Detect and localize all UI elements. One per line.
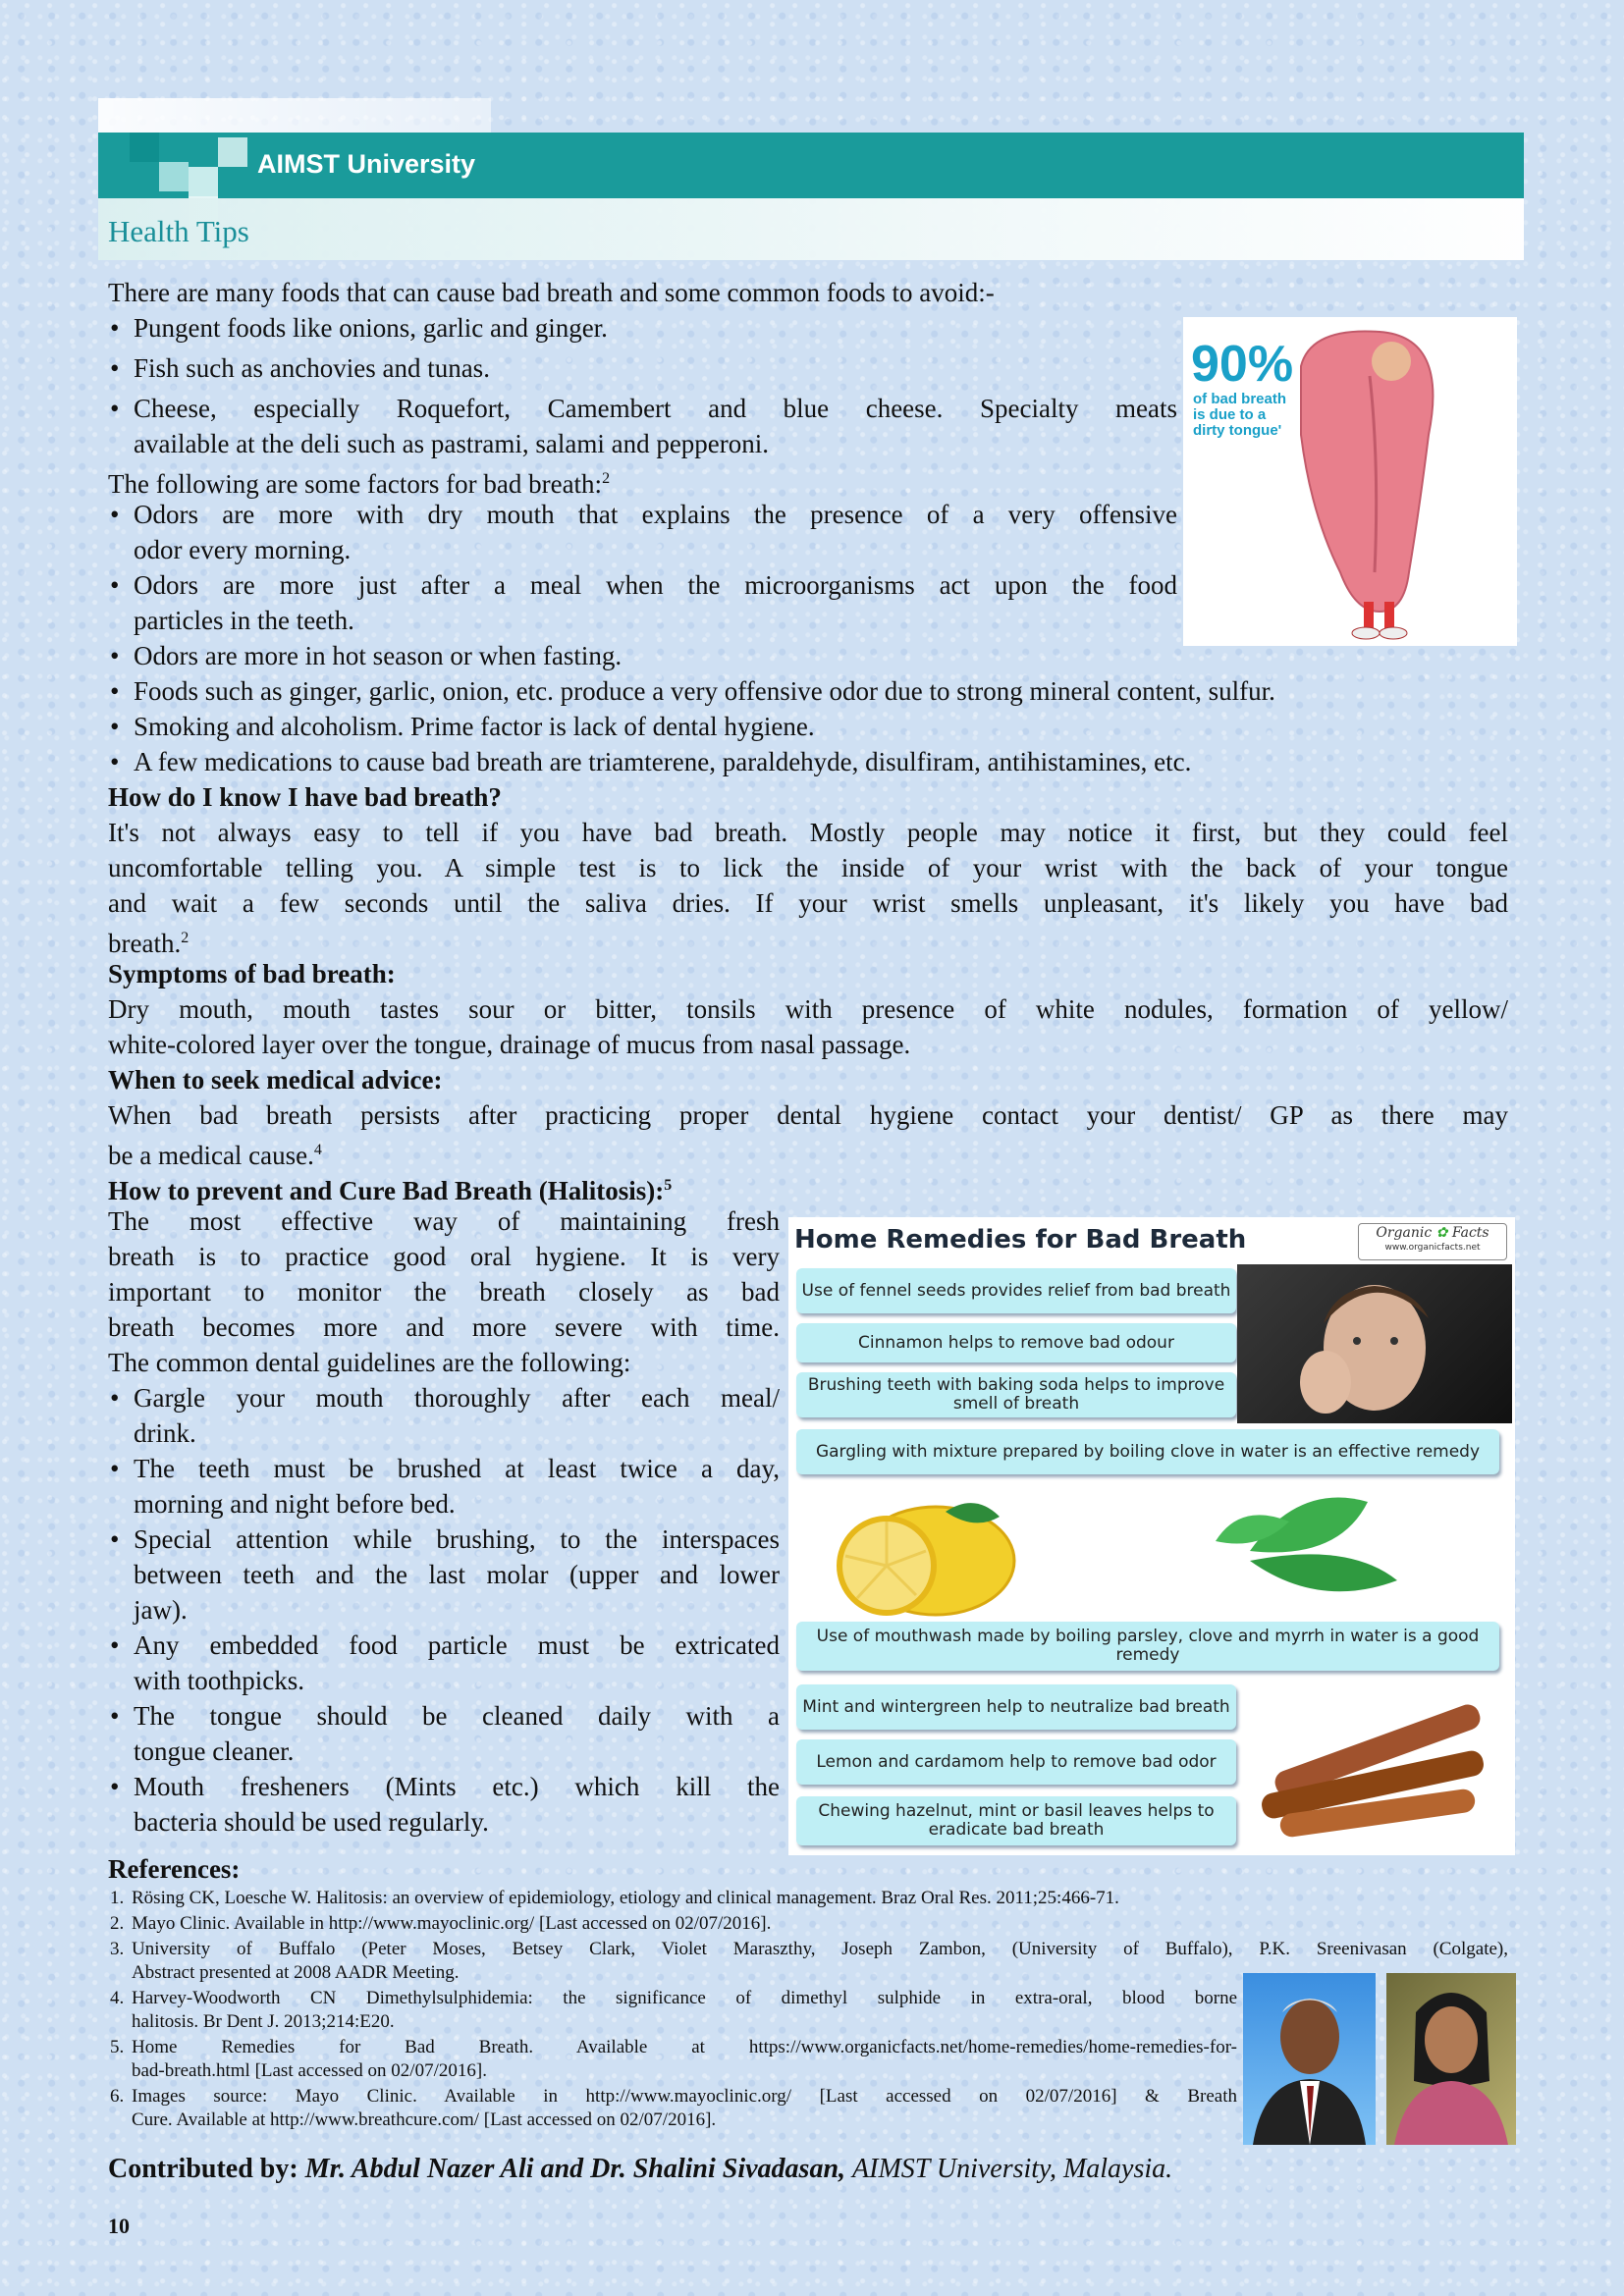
header-square <box>130 133 159 162</box>
reference-item: 2. Mayo Clinic. Available in http://www.mayoclinic.org/ [Last accessed on 02/07/2016]. <box>110 1913 772 1934</box>
food-item-cont: available at the deli such as pastrami, salami and pepperoni. <box>134 429 770 458</box>
factor-item: • A few medications to cause bad breath are triamterene, paraldehyde, disulfiram, antihistamines, etc. <box>134 744 1191 779</box>
factor-item: • Smoking and alcoholism. Prime factor is lack of dental hygiene. <box>134 709 815 744</box>
prevent-text-last: The common dental guidelines are the following: <box>108 1348 631 1377</box>
guideline-item: • Gargle your mouth thoroughly after each meal/ <box>134 1380 780 1415</box>
header-square <box>159 162 189 191</box>
know-text: It's not always easy to tell if you have bad breath. Mostly people may notice it first, but they could feel <box>108 818 1508 847</box>
prevent-heading: How to prevent and Cure Bad Breath (Halitosis):$^5$ <box>108 1176 673 1205</box>
reference-item: 6. Images source: Mayo Clinic. Available in http://www.mayoclinic.org/ [Last accessed on 02/07/2016] & Breath Cure. Available at http://www.breathcure.com/ [Last accessed on 02/07/2016]. <box>110 2086 1237 2130</box>
guideline-item: • The teeth must be brushed at least twice a day, <box>134 1451 780 1486</box>
header-title: AIMST University <box>257 149 476 179</box>
header-fade <box>98 98 491 137</box>
symptoms-text: Dry mouth, mouth tastes sour or bitter, tonsils with presence of white nodules, formation of yellow/ <box>108 994 1508 1024</box>
guideline-item-cont: morning and night before bed. <box>134 1489 456 1519</box>
know-text-last: breath.$^2$ <box>108 929 189 958</box>
man-smelling-breath-photo <box>1237 1264 1512 1423</box>
tongue-caption: of bad breath is due to a dirty tongue' <box>1193 391 1287 439</box>
guideline-item-cont: tongue cleaner. <box>134 1736 295 1766</box>
tongue-costume-icon <box>1183 317 1517 646</box>
remedy-item: Gargling with mixture prepared by boiling clove in water is an effective remedy <box>796 1429 1499 1474</box>
guideline-item: • Mouth fresheners (Mints etc.) which kill the <box>134 1769 780 1804</box>
factors-intro: The following are some factors for bad breath:$^2$ <box>108 469 611 499</box>
header-square <box>218 137 247 167</box>
remedy-item: Use of fennel seeds provides relief from bad breath <box>796 1268 1236 1313</box>
know-heading: How do I know I have bad breath? <box>108 782 502 812</box>
references-heading: References: <box>108 1854 241 1884</box>
intro-text: There are many foods that can cause bad breath and some common foods to avoid:- <box>108 278 995 307</box>
remedy-item: Use of mouthwash made by boiling parsley, clove and myrrh in water is a good remedy <box>796 1622 1499 1671</box>
factor-item: • Odors are more just after a meal when the microorganisms act upon the food <box>134 567 1177 603</box>
advice-text-last: be a medical cause.$^4$ <box>108 1141 322 1170</box>
factor-item-cont: odor every morning. <box>134 535 352 564</box>
guideline-item-cont: with toothpicks. <box>134 1666 304 1695</box>
advice-text: When bad breath persists after practicing proper dental hygiene contact your dentist/ GP as there may <box>108 1100 1508 1130</box>
guideline-item: • The tongue should be cleaned daily with a <box>134 1698 780 1734</box>
remedy-item: Cinnamon helps to remove bad odour <box>796 1323 1236 1362</box>
guideline-item-cont: bacteria should be used regularly. <box>134 1807 489 1837</box>
food-item: • Fish such as anchovies and tunas. <box>134 350 490 386</box>
remedy-item: Mint and wintergreen help to neutralize bad breath <box>796 1684 1236 1730</box>
reference-item: 3. University of Buffalo (Peter Moses, Betsey Clark, Violet Maraszthy, Joseph Zambon, (University of Buffalo), P.K. Sreenivasan (Colgate), Abstract presented at 2008 AADR Meeting. <box>110 1939 1508 1983</box>
home-remedies-infographic <box>788 1217 1515 1855</box>
remedy-item: Brushing teeth with baking soda helps to improve smell of breath <box>796 1372 1236 1417</box>
section-title: Health Tips <box>108 214 249 248</box>
header-square <box>189 167 218 196</box>
guideline-item-cont: between teeth and the last molar (upper and lower <box>134 1560 780 1589</box>
subheader-bar <box>98 198 1524 260</box>
know-text: uncomfortable telling you. A simple test is to lick the inside of your wrist with the back of your tongue <box>108 853 1508 882</box>
contributor-photo-male <box>1243 1973 1376 2145</box>
symptoms-text-last: white-colored layer over the tongue, drainage of mucus from nasal passage. <box>108 1030 911 1059</box>
reference-item: 5. Home Remedies for Bad Breath. Available at https://www.organicfacts.net/home-remedies/home-remedies-for- bad-breath.html [Last accessed on 02/07/2016]. <box>110 2037 1237 2081</box>
guideline-item-cont: jaw). <box>134 1595 188 1625</box>
symptoms-heading: Symptoms of bad breath: <box>108 959 396 988</box>
guideline-item: • Any embedded food particle must be extricated <box>134 1628 780 1663</box>
cinnamon-sticks-illustration <box>1240 1679 1505 1845</box>
factor-item: • Foods such as ginger, garlic, onion, etc. produce a very offensive odor due to strong mineral content, sulfur. <box>134 673 1275 709</box>
contributor-photo-female <box>1386 1973 1516 2145</box>
contributors-line: Contributed by: Mr. Abdul Nazer Ali and Dr. Shalini Sivadasan, AIMST University, Malaysia. <box>108 2154 1173 2184</box>
lemon-mint-illustration <box>828 1482 1495 1620</box>
person-icon <box>1386 1973 1516 2145</box>
prevent-text: important to monitor the breath closely as bad <box>108 1277 780 1307</box>
person-icon <box>1243 1973 1376 2145</box>
know-text: and wait a few seconds until the saliva dries. If your wrist smells unpleasant, it's likely you have bad <box>108 888 1508 918</box>
dirty-tongue-image <box>1183 317 1517 646</box>
remedies-title: Home Remedies for Bad Breath <box>794 1225 1247 1255</box>
tongue-big-stat: 90% <box>1191 336 1294 393</box>
factor-item: • Odors are more in hot season or when fasting. <box>134 638 622 673</box>
prevent-text: The most effective way of maintaining fresh <box>108 1206 780 1236</box>
page-number: 10 <box>108 2214 130 2238</box>
reference-item: 4. Harvey-Woodworth CN Dimethylsulphidemia: the significance of dimethyl sulphide in extra-oral, blood borne halitosis. Br Dent J. 2013;214:E20. <box>110 1988 1237 2032</box>
prevent-text: breath is to practice good oral hygiene. It is very <box>108 1242 780 1271</box>
food-item: • Pungent foods like onions, garlic and ginger. <box>134 310 608 346</box>
organic-facts-logo: Organic ✿ Facts www.organicfacts.net <box>1358 1223 1507 1260</box>
food-item: • Cheese, especially Roquefort, Camembert and blue cheese. Specialty meats <box>134 391 1177 426</box>
reference-item: 1. Rösing CK, Loesche W. Halitosis: an overview of epidemiology, etiology and clinical management. Braz Oral Res. 2011;25:466-71. <box>110 1888 1119 1908</box>
man-face-icon <box>1237 1264 1512 1423</box>
advice-heading: When to seek medical advice: <box>108 1065 443 1095</box>
guideline-item: • Special attention while brushing, to the interspaces <box>134 1522 780 1557</box>
remedy-item: Chewing hazelnut, mint or basil leaves helps to eradicate bad breath <box>796 1796 1236 1845</box>
factor-item-cont: particles in the teeth. <box>134 606 354 635</box>
prevent-text: breath becomes more and more severe with time. <box>108 1312 780 1342</box>
guideline-item-cont: drink. <box>134 1418 196 1448</box>
remedy-item: Lemon and cardamom help to remove bad odor <box>796 1739 1236 1785</box>
factor-item: • Odors are more with dry mouth that explains the presence of a very offensive <box>134 497 1177 532</box>
